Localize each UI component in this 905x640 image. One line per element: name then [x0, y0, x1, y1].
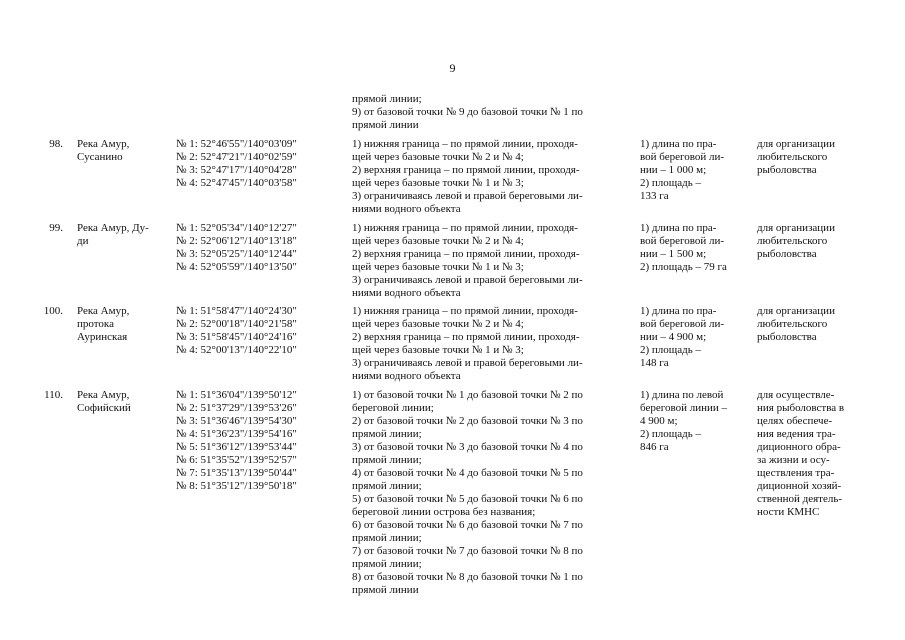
row-number: 110. — [44, 389, 63, 401]
boundary-description: 1) нижняя граница – по прямой линии, проходя- щей через базовые точки № 2 и № 4; 2) верхняя граница – по прямой линии, проходя- щей через базовые точки № 1 и № 3; 3) ограничиваясь левой и правой береговыми ли- ниями водного объекта — [352, 138, 583, 215]
area-parameters: 1) длина по пра- вой береговой ли- нии – 1 500 м; 2) площадь – 79 га — [640, 222, 727, 273]
water-body-name: Река Амур, Ду- ди — [77, 222, 149, 247]
continuation-text — [352, 93, 632, 132]
row-number: 100. — [43, 305, 63, 317]
usage-purpose: для организации любительского рыболовства — [757, 222, 835, 260]
continuation-line: прямой линии; — [352, 93, 422, 105]
row-number: 98. — [49, 138, 63, 150]
base-point-coordinates: № 1: 51°58'47"/140°24'30" № 2: 52°00'18"/140°21'58" № 3: 51°58'45"/140°24'16" № 4: 52°00'13"/140°22'10" — [176, 305, 297, 356]
area-parameters: 1) длина по пра- вой береговой ли- нии – 4 900 м; 2) площадь – 148 га — [640, 305, 725, 369]
usage-purpose: для организации любительского рыболовства — [757, 138, 835, 176]
boundary-description: 1) нижняя граница – по прямой линии, проходя- щей через базовые точки № 2 и № 4; 2) верхняя граница – по прямой линии, проходя- щей через базовые точки № 1 и № 3; 3) ограничиваясь левой и правой береговыми ли- ниями водного объекта — [352, 305, 583, 382]
water-body-name: Река Амур, Сусанино — [77, 138, 130, 163]
boundary-description: 1) нижняя граница – по прямой линии, проходя- щей через базовые точки № 2 и № 4; 2) верхняя граница – по прямой линии, проходя- щей через базовые точки № 1 и № 3; 3) ограничиваясь левой и правой береговыми ли- ниями водного объекта — [352, 222, 583, 299]
base-point-coordinates: № 1: 52°05'34"/140°12'27" № 2: 52°06'12"/140°13'18" № 3: 52°05'25"/140°12'44" № 4: 52°05'59"/140°13'50" — [176, 222, 297, 273]
row-number: 99. — [49, 222, 63, 234]
continuation-line: 9) от базовой точки № 9 до базовой точки № 1 по — [352, 106, 583, 118]
usage-purpose: для осуществле- ния рыболовства в целях обеспече- ния ведения тра- диционного обра- за жизни и осу- ществления тра- диционной хозяй- ственной деятель- ности КМНС — [757, 389, 845, 518]
area-parameters: 1) длина по левой береговой линии – 4 900 м; 2) площадь – 846 га — [640, 389, 727, 453]
area-parameters: 1) длина по пра- вой береговой ли- нии – 1 000 м; 2) площадь – 133 га — [640, 138, 725, 202]
usage-purpose: для организации любительского рыболовства — [757, 305, 835, 343]
water-body-name: Река Амур, протока Ауринская — [77, 305, 130, 343]
page-number: 9 — [449, 61, 456, 75]
boundary-description: 1) от базовой точки № 1 до базовой точки № 2 по береговой линии; 2) от базовой точки № 2 до базовой точки № 3 по прямой линии; 3) от базовой точки № 3 до базовой точки № 4 по прямой линии; 4) от базовой точки № 4 до базовой точки № 5 по прямой линии; 5) от базовой точки № 5 до базовой точки № 6 по береговой линии острова без названия; 6) от базовой точки № 6 до базовой точки № 7 по прямой линии; 7) от базовой точки № 7 до базовой точки № 8 по прямой линии; 8) от базовой точки № 8 до базовой точки № 1 по прямой линии — [352, 389, 583, 596]
base-point-coordinates: № 1: 51°36'04"/139°50'12" № 2: 51°37'29"/139°53'26" № 3: 51°36'46"/139°54'30" № 4: 51°36'23"/139°54'16" № 5: 51°36'12"/139°53'44" № 6: 51°35'52"/139°52'57" № 7: 51°35'13"/139°50'44" № 8: 51°35'12"/139°50'18" — [176, 389, 297, 492]
base-point-coordinates: № 1: 52°46'55"/140°03'09" № 2: 52°47'21"/140°02'59" № 3: 52°47'17"/140°04'28" № 4: 52°47'45"/140°03'58" — [176, 138, 297, 189]
continuation-line: прямой линии — [352, 119, 419, 131]
water-body-name: Река Амур, Софийский — [77, 389, 131, 414]
